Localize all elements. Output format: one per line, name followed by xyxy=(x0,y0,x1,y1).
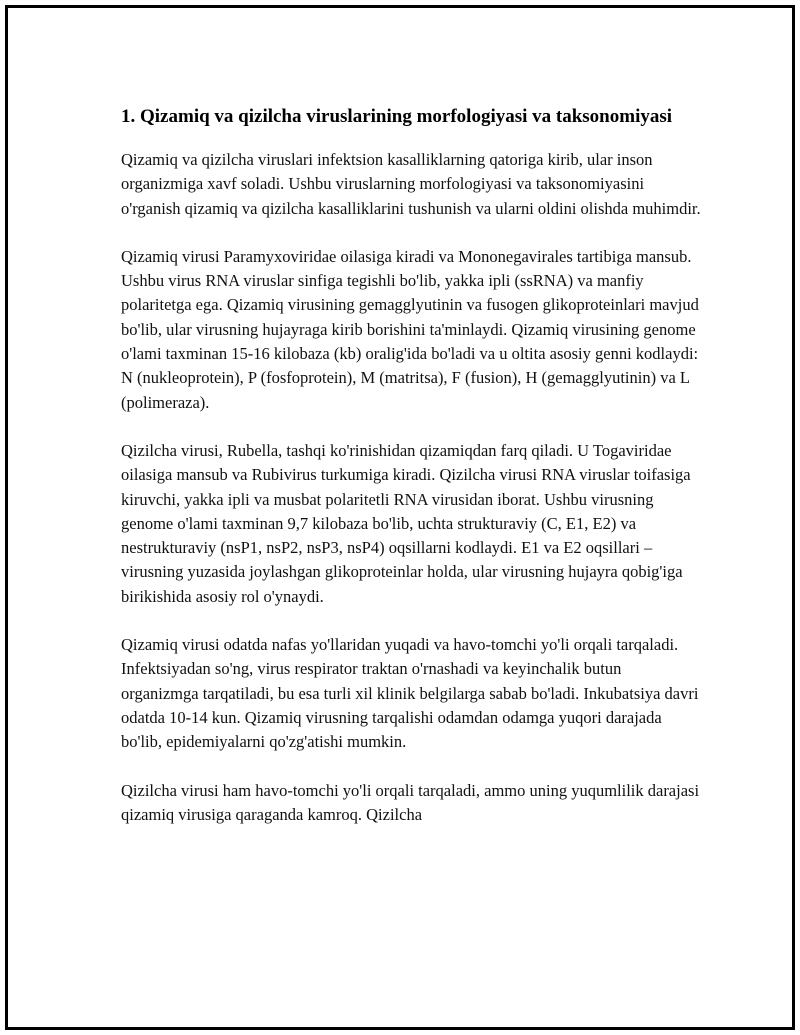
paragraph: Qizamiq virusi odatda nafas yo'llaridan yuqadi va havo-tomchi yo'li orqali tarqaladi. Infektsiyadan so'ng, virus respirator traktan o'rnashadi va keyinchalik butun organizmga tarqatiladi, bu esa turli xil klinik belgilarga sabab bo'ladi. Inkubatsiya davri odatda 10-14 kun. Qizamiq virusning tarqalishi odamdan odamga yuqori darajada bo'lib, epidemiyalarni qo'zg'atishi mumkin. xyxy=(121,635,699,752)
page-frame xyxy=(5,5,795,1030)
paragraph: Qizilcha virusi ham havo-tomchi yo'li orqali tarqaladi, ammo uning yuqumlilik darajasi qizamiq virusiga qaraganda kamroq. Qizilcha xyxy=(121,780,700,824)
document-body xyxy=(121,103,701,851)
section-heading: 1. Qizamiq va qizilcha viruslarining morfologiyasi va taksonomiyasi xyxy=(121,106,673,127)
paragraph: Qizamiq va qizilcha viruslari infektsion kasalliklarning qatoriga kirib, ular inson organizmiga xavf soladi. Ushbu viruslarning morfologiyasi va taksonomiyasini o'rganish qizamiq va qizilcha kasalliklarini tushunish va ularni oldini olishda muhimdir. xyxy=(121,150,701,218)
paragraph: Qizilcha virusi, Rubella, tashqi ko'rinishidan qizamiqdan farq qiladi. U Togaviridae oilasiga mansub va Rubivirus turkumiga kiradi. Qizilcha virusi RNA viruslar toifasiga kiruvchi, yakka ipli va musbat polaritetli RNA virusidan iborat. Ushbu virusning genome o'lami taxminan 9,7 kilobaza bo'lib, uchta strukturaviy (C, E1, E2) va nestrukturaviy (nsP1, nsP2, nsP3, nsP4) oqsillarni kodlaydi. E1 va E2 oqsillari – virusning yuzasida joylashgan glikoproteinlar holda, ular virusning hujayra qobig'iga birikishida asosiy rol o'ynaydi. xyxy=(121,440,691,606)
paragraph: Qizamiq virusi Paramyxoviridae oilasiga kiradi va Mononegavirales tartibiga mansub. Ushbu virus RNA viruslar sinfiga tegishli bo'lib, yakka ipli (ssRNA) va manfiy polaritetga ega. Qizamiq virusining gemagglyutinin va fusogen glikoproteinlari mavjud bo'lib, ular virusning hujayraga kirib borishini ta'minlaydi. Qizamiq virusining genome o'lami taxminan 15-16 kilobaza (kb) oralig'ida bo'ladi va u oltita asosiy genni kodlaydi: N (nukleoprotein), P (fosfoprotein), M (matritsa), F (fusion), H (gemagglyutinin) va L (polimeraza). xyxy=(121,246,699,412)
